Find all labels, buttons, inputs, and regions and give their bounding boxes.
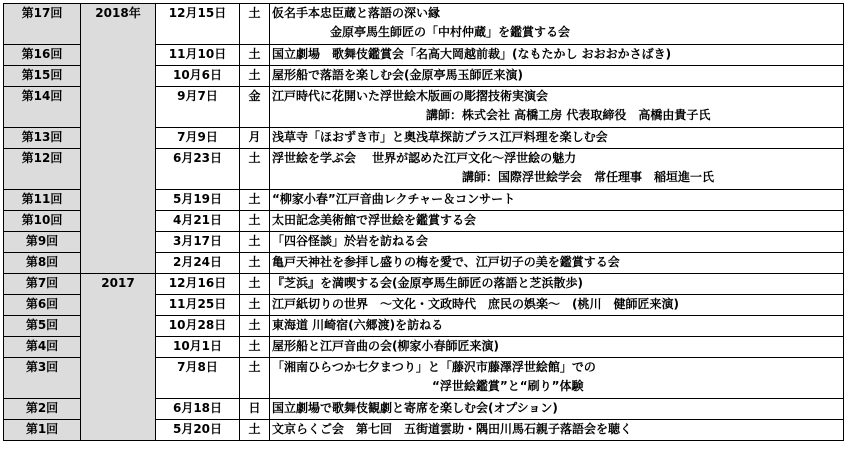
event-date: 10月28日 xyxy=(156,316,240,337)
event-number: 第10回 xyxy=(4,211,81,232)
table-row xyxy=(4,4,844,45)
event-date: 12月16日 xyxy=(156,274,240,295)
event-number: 第5回 xyxy=(4,316,81,337)
event-title xyxy=(270,358,844,399)
event-year xyxy=(81,253,156,274)
event-year xyxy=(81,45,156,66)
event-date: 12月15日 xyxy=(156,4,240,45)
event-title xyxy=(270,4,844,45)
event-number: 第17回 xyxy=(4,4,81,45)
event-title-main: 仮名手本忠臣蔵と落語の深い縁 xyxy=(272,6,441,20)
event-date: 11月10日 xyxy=(156,45,240,66)
events-table xyxy=(3,3,844,441)
event-title: 亀戸天神社を参拝し盛りの梅を愛で、江戸切子の美を鑑賞する会 xyxy=(270,253,844,274)
event-day-of-week: 土 xyxy=(240,420,270,441)
event-title-sub: 講師：国際浮世絵学会 常任理事 稲垣進一氏 xyxy=(462,170,715,184)
event-year xyxy=(81,399,156,420)
event-day-of-week: 土 xyxy=(240,295,270,316)
event-day-of-week: 土 xyxy=(240,149,270,190)
event-day-of-week: 土 xyxy=(240,316,270,337)
table-row xyxy=(4,253,844,274)
event-number: 第6回 xyxy=(4,295,81,316)
event-date: 9月7日 xyxy=(156,87,240,128)
event-day-of-week: 土 xyxy=(240,274,270,295)
event-title xyxy=(270,149,844,190)
table-row xyxy=(4,87,844,128)
event-year xyxy=(81,420,156,441)
event-date: 5月19日 xyxy=(156,190,240,211)
table-row xyxy=(4,45,844,66)
event-day-of-week: 月 xyxy=(240,128,270,149)
event-year xyxy=(81,128,156,149)
event-day-of-week: 土 xyxy=(240,358,270,399)
event-title-sub: 講師：株式会社 高橋工房 代表取締役 高橋由貴子氏 xyxy=(426,108,711,122)
event-year xyxy=(81,316,156,337)
table-row xyxy=(4,128,844,149)
event-day-of-week: 土 xyxy=(240,4,270,45)
table-row xyxy=(4,149,844,190)
event-number: 第8回 xyxy=(4,253,81,274)
event-year: 2017 xyxy=(81,274,156,295)
table-row xyxy=(4,295,844,316)
table-row xyxy=(4,399,844,420)
event-title xyxy=(270,87,844,128)
event-day-of-week: 土 xyxy=(240,253,270,274)
event-date: 7月9日 xyxy=(156,128,240,149)
event-year xyxy=(81,295,156,316)
table-row xyxy=(4,316,844,337)
event-title: 江戸紙切りの世界 ～文化・文政時代 庶民の娯楽～ (桃川 健師匠来演) xyxy=(270,295,844,316)
event-title: 文京らくご会 第七回 五街道雲助・隅田川馬石親子落語会を聴く xyxy=(270,420,844,441)
event-title: 「四谷怪談」於岩を訪ねる会 xyxy=(270,232,844,253)
event-title: 屋形船と江戸音曲の会(柳家小春師匠来演) xyxy=(270,337,844,358)
event-year xyxy=(81,149,156,190)
event-day-of-week: 土 xyxy=(240,45,270,66)
event-number: 第11回 xyxy=(4,190,81,211)
table-row xyxy=(4,66,844,87)
event-day-of-week: 土 xyxy=(240,190,270,211)
event-year xyxy=(81,211,156,232)
events-table-wrapper xyxy=(3,3,844,441)
table-row xyxy=(4,190,844,211)
event-title-main: 江戸時代に花開いた浮世絵木版画の彫摺技術実演会 xyxy=(272,89,549,103)
event-day-of-week: 土 xyxy=(240,337,270,358)
event-date: 6月23日 xyxy=(156,149,240,190)
event-number: 第7回 xyxy=(4,274,81,295)
event-number: 第14回 xyxy=(4,87,81,128)
event-date: 3月17日 xyxy=(156,232,240,253)
event-date: 10月1日 xyxy=(156,337,240,358)
event-title-main: 浮世絵を学ぶ会 世界が認めた江戸文化～浮世絵の魅力 xyxy=(272,151,577,165)
event-year xyxy=(81,337,156,358)
event-day-of-week: 土 xyxy=(240,211,270,232)
event-title: 東海道 川崎宿(六郷渡)を訪ねる xyxy=(270,316,844,337)
event-title: 国立劇場で歌舞伎観劇と寄席を楽しむ会(オプション) xyxy=(270,399,844,420)
event-number: 第15回 xyxy=(4,66,81,87)
event-year xyxy=(81,190,156,211)
event-date: 6月18日 xyxy=(156,399,240,420)
event-title-sub: 金原亭馬生師匠の「中村仲蔵」を鑑賞する会 xyxy=(330,25,571,39)
event-title-main: 「湘南ひらつか七夕まつり」と「藤沢市藤澤浮世絵館」での xyxy=(272,360,596,374)
table-row xyxy=(4,232,844,253)
table-row xyxy=(4,337,844,358)
event-date: 10月6日 xyxy=(156,66,240,87)
event-title: 『芝浜』を満喫する会(金原亭馬生師匠の落語と芝浜散歩) xyxy=(270,274,844,295)
event-date: 4月21日 xyxy=(156,211,240,232)
event-number: 第16回 xyxy=(4,45,81,66)
event-date: 11月25日 xyxy=(156,295,240,316)
event-number: 第2回 xyxy=(4,399,81,420)
event-year xyxy=(81,66,156,87)
event-day-of-week: 土 xyxy=(240,232,270,253)
event-day-of-week: 金 xyxy=(240,87,270,128)
event-year: 2018年 xyxy=(81,4,156,45)
event-number: 第3回 xyxy=(4,358,81,399)
event-year xyxy=(81,87,156,128)
event-title: 浅草寺「ほおずき市」と奥浅草探訪プラス江戸料理を楽しむ会 xyxy=(270,128,844,149)
event-title-sub: “浮世絵鑑賞”と“刷り”体験 xyxy=(432,379,584,393)
event-title: 太田記念美術館で浮世絵を鑑賞する会 xyxy=(270,211,844,232)
table-row xyxy=(4,420,844,441)
event-title: 屋形船で落語を楽しむ会(金原亭馬玉師匠来演) xyxy=(270,66,844,87)
event-day-of-week: 土 xyxy=(240,66,270,87)
event-date: 5月20日 xyxy=(156,420,240,441)
event-year xyxy=(81,358,156,399)
event-number: 第9回 xyxy=(4,232,81,253)
event-number: 第4回 xyxy=(4,337,81,358)
event-day-of-week: 日 xyxy=(240,399,270,420)
event-number: 第13回 xyxy=(4,128,81,149)
table-row xyxy=(4,211,844,232)
event-number: 第1回 xyxy=(4,420,81,441)
event-date: 7月8日 xyxy=(156,358,240,399)
event-title: “柳家小春”江戸音曲レクチャー＆コンサート xyxy=(270,190,844,211)
event-date: 2月24日 xyxy=(156,253,240,274)
table-row xyxy=(4,358,844,399)
event-number: 第12回 xyxy=(4,149,81,190)
event-title: 国立劇場 歌舞伎鑑賞会「名高大岡越前裁」(なもたかし おおおかさばき) xyxy=(270,45,844,66)
table-row xyxy=(4,274,844,295)
event-year xyxy=(81,232,156,253)
